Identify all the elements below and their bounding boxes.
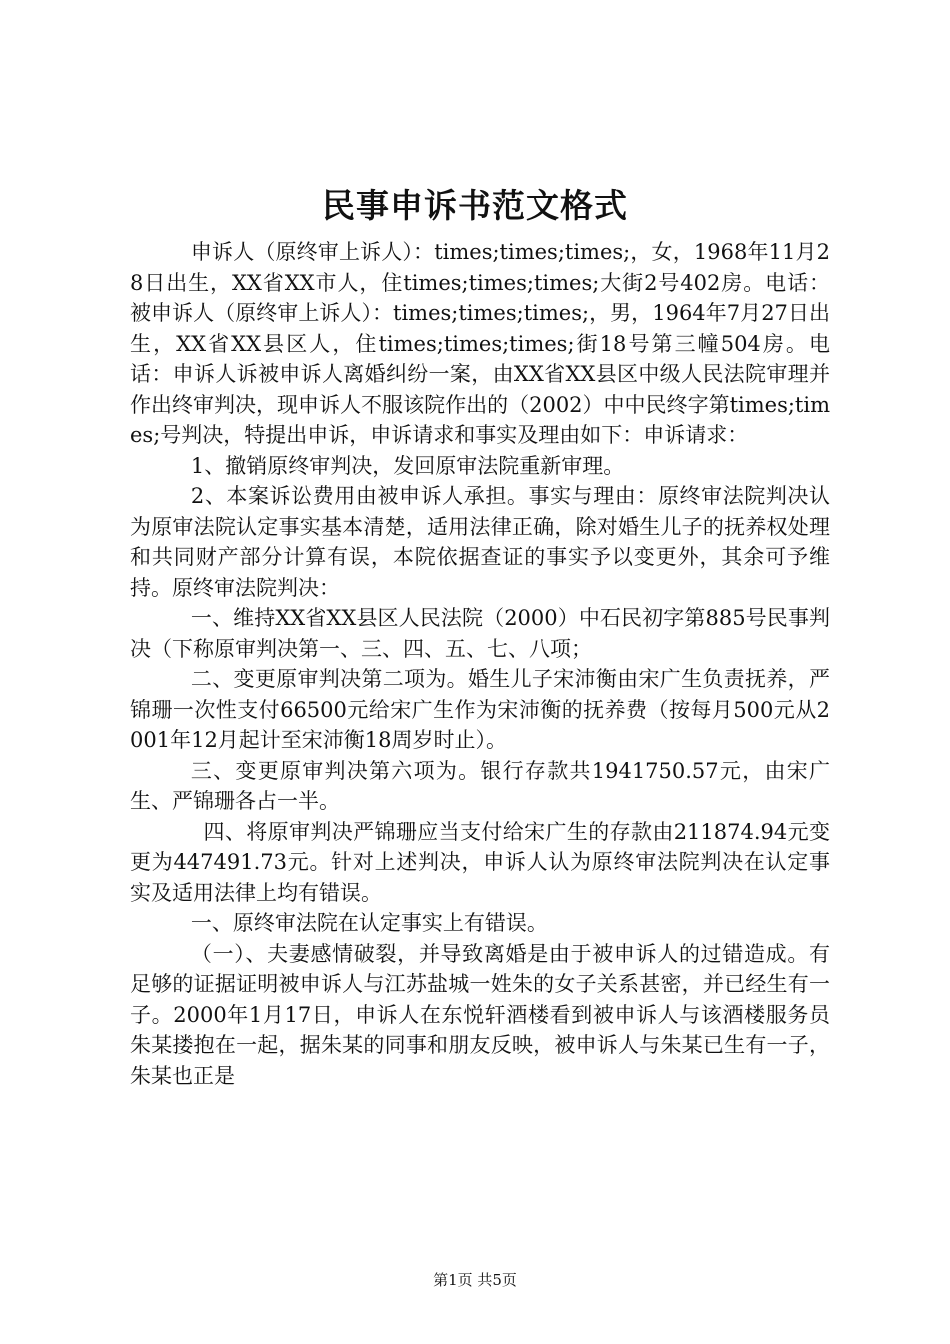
paragraph-request-2: 2、本案诉讼费用由被申诉人承担。事实与理由：原终审法院判决认为原审法院认定事实基本清楚，适用法律正确，除对婚生儿子的抚养权处理和共同财产部分计算有误，本院依据查证的事实予以变更外，其余可予维持。原终审法院判决： [130,484,830,600]
paragraph-judgment-2: 二、变更原审判决第二项为。婚生儿子宋沛衡由宋广生负责抚养，严锦珊一次性支付66500元给宋广生作为宋沛衡的抚养费（按每月500元从2001年12月起计至宋沛衡18周岁时止）。 [130,667,830,752]
page-number: 第1页 共5页 [433,1271,517,1289]
paragraph-judgment-3: 三、变更原审判决第六项为。银行存款共1941750.57元，由宋广生、严锦珊各占一半。 [130,758,830,813]
paragraph-intro: 申诉人（原终审上诉人）：times;times;times;，女，1968年11月28日出生，XX省XX市人，住times;times;times;大街2号402房。电话：被申诉人（原终审上诉人）：times;times;times;，男，1964年7月27日出生，XX省XX县区人，住times;times;times;街18号第三幢504房。电话：申诉人诉被申诉人离婚纠纷一案，由XX省XX县区中级人民法院审理并作出终审判决，现申诉人不服该院作出的（2002）中中民终字第times;times;号判决，特提出申诉，申诉请求和事实及理由如下：申诉请求： [130,240,830,447]
paragraph-judgment-4: 四、将原审判决严锦珊应当支付给宋广生的存款由211874.94元变更为447491.73元。针对上述判决，申诉人认为原终审法院判决在认定事实及适用法律上均有错误。 [130,819,830,905]
document-title: 民事申诉书范文格式 [322,186,628,225]
paragraph-error-detail: （一）、夫妻感情破裂，并导致离婚是由于被申诉人的过错造成。有足够的证据证明被申诉人与江苏盐城一姓朱的女子关系甚密，并已经生有一子。2000年1月17日，申诉人在东悦轩酒楼看到被申诉人与该酒楼服务员朱某搂抱在一起，据朱某的同事和朋友反映，被申诉人与朱某已生有一子，朱某也正是 [130,941,830,1088]
paragraph-request-1: 1、撤销原终审判决，发回原审法院重新审理。 [190,453,625,478]
paragraph-error-heading: 一、原终审法院在认定事实上有错误。 [190,911,548,935]
paragraph-judgment-1: 一、维持XX省XX县区人民法院（2000）中石民初字第885号民事判决（下称原审判决第一、三、四、五、七、八项； [130,606,830,661]
document-body [130,237,830,1091]
